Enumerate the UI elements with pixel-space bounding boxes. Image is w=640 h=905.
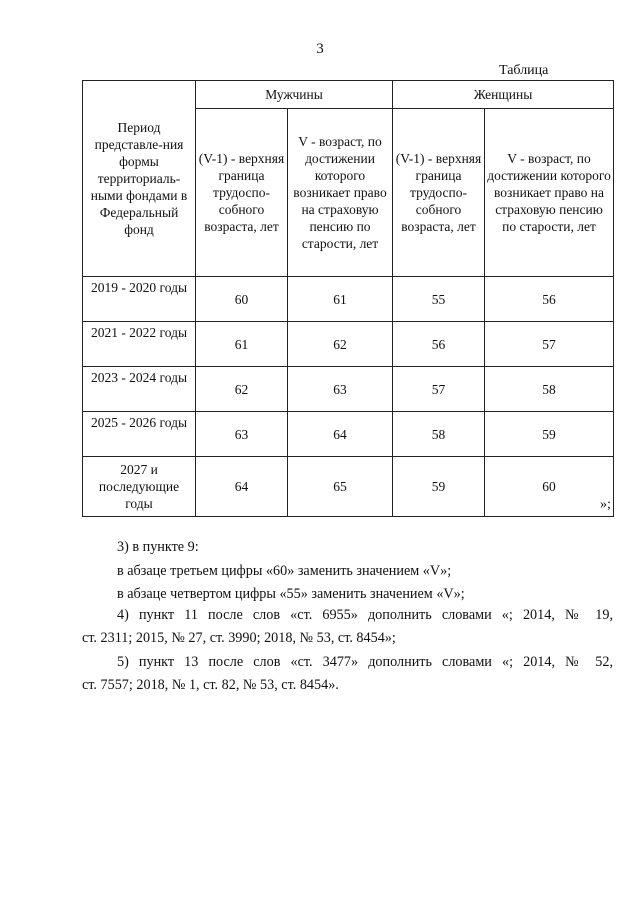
men-pension-cell: 62: [288, 322, 393, 367]
period-cell: 2021 - 2022 годы: [83, 322, 196, 367]
men-group-header: Мужчины: [196, 81, 393, 109]
women-upper-cell: 59: [393, 457, 485, 517]
period-cell: 2023 - 2024 годы: [83, 367, 196, 412]
women-pension-cell: 59: [485, 412, 614, 457]
men-upper-bound-header: (V-1) - верхняя граница трудоспо-собного возраста, лет: [196, 109, 288, 277]
women-pension-cell: 58: [485, 367, 614, 412]
amendment-item-4-line-2: ст. 2311; 2015, № 27, ст. 3990; 2018, № 53, ст. 8454»;: [82, 630, 396, 646]
table-row: [83, 457, 614, 517]
page-number: 3: [316, 41, 324, 57]
closing-quote-mark: »;: [600, 497, 611, 512]
women-upper-cell: 55: [393, 277, 485, 322]
men-upper-cell: 62: [196, 367, 288, 412]
women-upper-cell: 58: [393, 412, 485, 457]
period-cell: 2025 - 2026 годы: [83, 412, 196, 457]
period-header: Период представле-ния формы территориаль-ными фондами в Федеральный фонд: [83, 81, 196, 277]
women-upper-cell: 56: [393, 322, 485, 367]
men-pension-cell: 65: [288, 457, 393, 517]
amendment-item-4-line-1: 4) пункт 11 после слов «ст. 6955» дополнить словами «; 2014, № 19,: [117, 607, 613, 623]
table-row: [83, 367, 614, 412]
women-pension-age-header: V - возраст, по достижении которого возникает право на страховую пенсию по старости, лет: [485, 109, 614, 277]
table-row: [83, 412, 614, 457]
amendment-item-3: 3) в пункте 9:: [117, 539, 199, 555]
men-pension-cell: 64: [288, 412, 393, 457]
amendment-paragraph-4: в абзаце четвертом цифры «55» заменить значением «V»;: [117, 586, 465, 602]
men-pension-cell: 63: [288, 367, 393, 412]
women-pension-cell: 56: [485, 277, 614, 322]
men-upper-cell: 61: [196, 322, 288, 367]
table-row: [83, 277, 614, 322]
amendment-item-5-line-2: ст. 7557; 2018, № 1, ст. 82, № 53, ст. 8454».: [82, 677, 339, 693]
table-caption: Таблица: [499, 63, 549, 78]
women-pension-cell: 57: [485, 322, 614, 367]
period-cell: 2019 - 2020 годы: [83, 277, 196, 322]
period-cell: 2027 и последующие годы: [83, 457, 196, 517]
women-upper-cell: 57: [393, 367, 485, 412]
men-upper-cell: 64: [196, 457, 288, 517]
table-row: [83, 322, 614, 367]
men-pension-cell: 61: [288, 277, 393, 322]
men-upper-cell: 63: [196, 412, 288, 457]
amendment-paragraph-3: в абзаце третьем цифры «60» заменить значением «V»;: [117, 563, 452, 579]
amendment-item-5-line-1: 5) пункт 13 после слов «ст. 3477» дополнить словами «; 2014, № 52,: [117, 654, 613, 670]
women-group-header: Женщины: [393, 81, 614, 109]
men-pension-age-header: V - возраст, по достижении которого возникает право на страховую пенсию по старости, лет: [288, 109, 393, 277]
men-upper-cell: 60: [196, 277, 288, 322]
women-upper-bound-header: (V-1) - верхняя граница трудоспо-собного возраста, лет: [393, 109, 485, 277]
pension-age-table: [82, 80, 614, 517]
women-pension-cell: 60: [485, 457, 614, 517]
